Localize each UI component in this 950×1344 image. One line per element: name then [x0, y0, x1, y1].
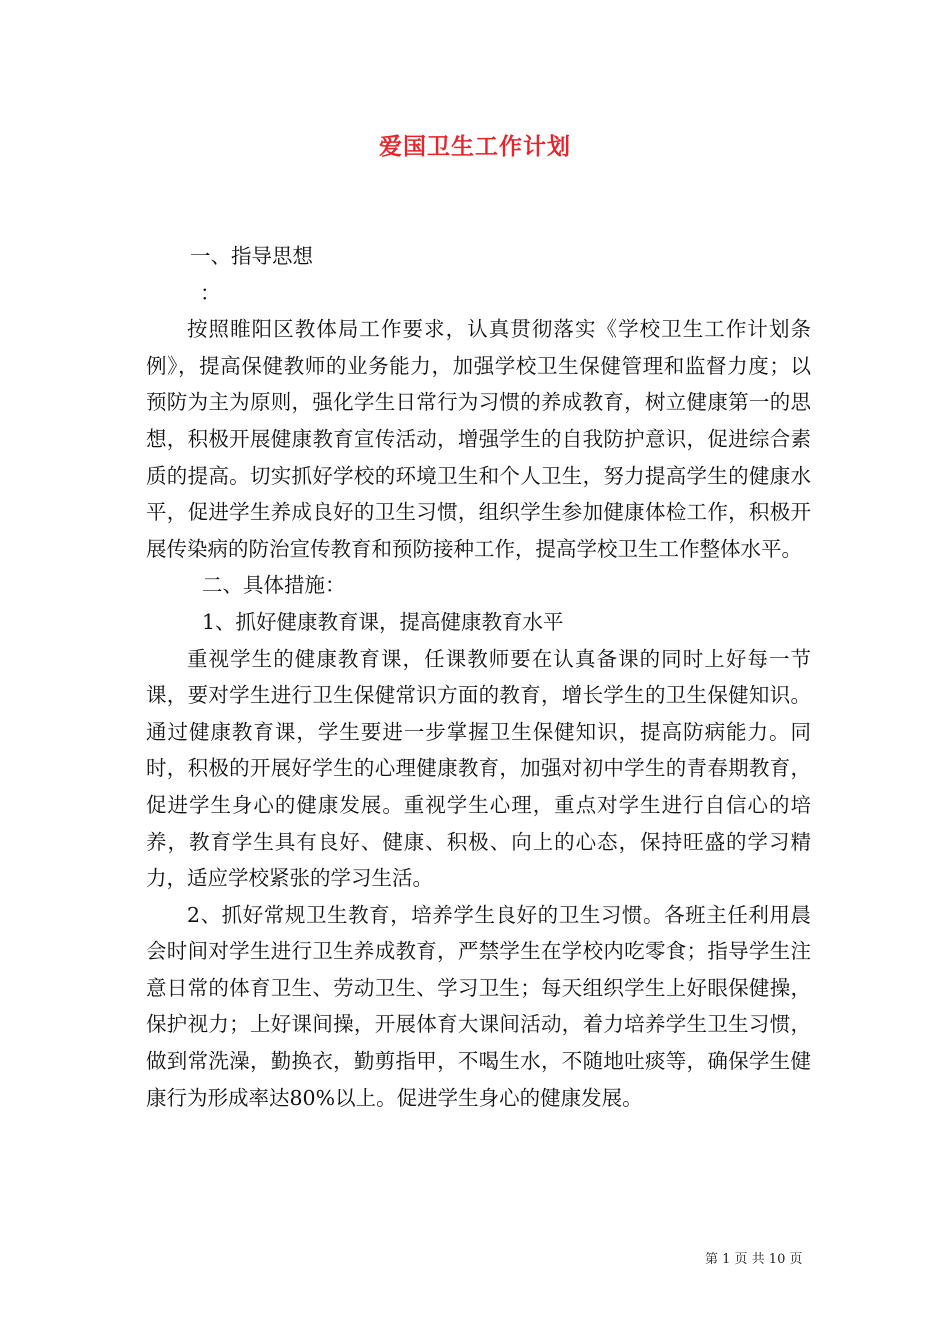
section-heading-guiding-thought: 一、指导思想 — [190, 244, 313, 268]
item-heading-health-education: 1、抓好健康教育课，提高健康教育水平 — [202, 609, 564, 634]
document-title: 爱国卫生工作计划 — [379, 133, 571, 160]
section-heading-measures: 二、具体措施： — [202, 573, 346, 598]
page-indicator: 第 1 页 共 10 页 — [705, 1252, 803, 1267]
paragraph-health-education: 重视学生的健康教育课，任课教师要在认真备课的同时上好每一节课，要对学生进行卫生保健常识方面的教育，增长学生的卫生保健知识。通过健康教育课，学生要进一步掌握卫生保健知识，提高防病能力。同时，积极的开展好学生的心理健康教育，加强对初中学生的青春期教育，促进学生身心的健康发展。重视学生心理，重点对学生进行自信心的培养，教育学生具有良好、健康、积极、向上的心态，保持旺盛的学习精力，适应学校紧张的学习生活。 — [146, 646, 811, 891]
colon-line: ： — [200, 280, 221, 305]
paragraph-guiding-thought: 按照睢阳区教体局工作要求，认真贯彻落实《学校卫生工作计划条例》，提高保健教师的业务能力，加强学校卫生保健管理和监督力度；以预防为主为原则，强化学生日常行为习惯的养成教育，树立健康第一的思想，积极开展健康教育宣传活动，增强学生的自我防护意识，促进综合素质的提高。切实抓好学校的环境卫生和个人卫生，努力提高学生的健康水平，促进学生养成良好的卫生习惯，组织学生参加健康体检工作，积极开展传染病的防治宣传教育和预防接种工作，提高学校卫生工作整体水平。 — [146, 317, 811, 561]
document-body — [146, 238, 811, 1116]
paragraph-routine-hygiene: 2、抓好常规卫生教育，培养学生良好的卫生习惯。各班主任利用晨会时间对学生进行卫生养成教育，严禁学生在学校内吃零食；指导学生注意日常的体育卫生、劳动卫生、学习卫生；每天组织学生上好眼保健操，保护视力；上好课间操，开展体育大课间活动，着力培养学生卫生习惯，做到常洗澡，勤换衣，勤剪指甲，不喝生水，不随地吐痰等，确保学生健康行为形成率达80%以上。促进学生身心的健康发展。 — [146, 902, 811, 1110]
